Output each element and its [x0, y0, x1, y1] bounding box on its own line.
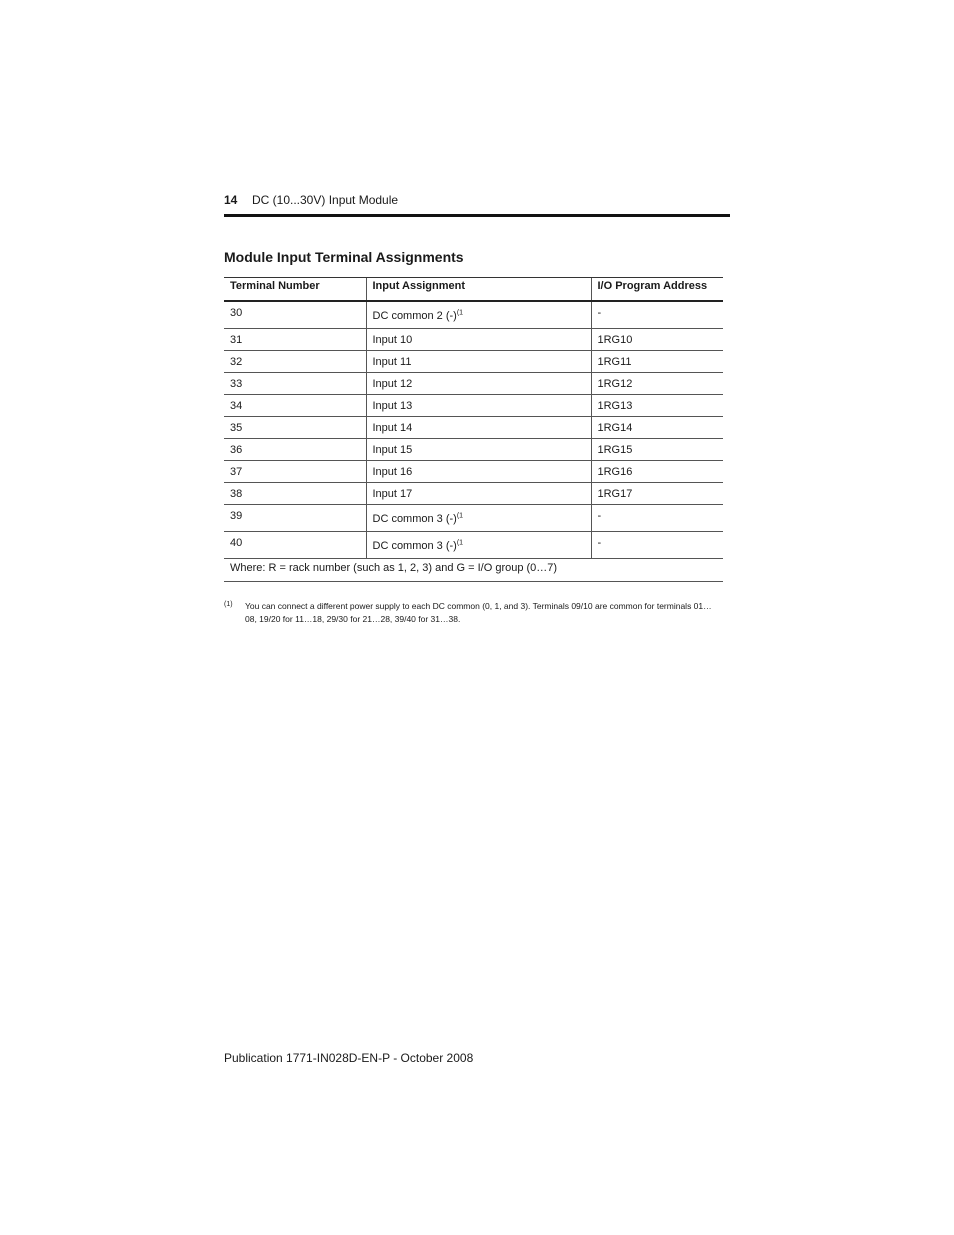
table-row — [224, 394, 723, 416]
table-row — [224, 438, 723, 460]
program-address-cell: 1RG15 — [591, 438, 723, 460]
program-address-cell: - — [591, 531, 723, 558]
input-assignment-text: Input 17 — [372, 487, 413, 500]
footnote-reference: (1 — [456, 511, 464, 519]
terminal-number-cell: 37 — [224, 460, 366, 482]
table-row — [224, 504, 723, 531]
input-assignment-cell — [366, 394, 591, 416]
footnote-reference: (1 — [456, 538, 464, 546]
input-assignment-cell — [366, 301, 591, 328]
section-title: Module Input Terminal Assignments — [224, 249, 464, 265]
running-title: DC (10...30V) Input Module — [252, 193, 399, 207]
table-row — [224, 328, 723, 350]
terminal-number-cell: 35 — [224, 416, 366, 438]
page-number: 14 — [224, 193, 238, 207]
program-address-cell: 1RG16 — [591, 460, 723, 482]
header-rule — [224, 214, 730, 217]
table-row — [224, 372, 723, 394]
table-row — [224, 301, 723, 328]
table-row — [224, 416, 723, 438]
terminal-number-cell: 39 — [224, 504, 366, 531]
terminal-number-cell: 34 — [224, 394, 366, 416]
program-address-cell: 1RG10 — [591, 328, 723, 350]
footnote-reference: (1 — [456, 309, 464, 317]
program-address-cell: 1RG17 — [591, 482, 723, 504]
program-address-cell: - — [591, 301, 723, 328]
publication-footer: Publication 1771-IN028D-EN-P - October 2008 — [224, 1051, 474, 1065]
table-row — [224, 531, 723, 558]
input-assignment-text: Input 16 — [372, 465, 413, 478]
program-address-cell: 1RG14 — [591, 416, 723, 438]
input-assignment-text: DC common 3 (-) — [372, 539, 457, 552]
table-row — [224, 482, 723, 504]
table-note: Where: R = rack number (such as 1, 2, 3) and G = I/O group (0…7) — [224, 558, 723, 581]
program-address-cell: 1RG12 — [591, 372, 723, 394]
input-assignment-text: Input 11 — [372, 355, 412, 368]
input-assignment-cell — [366, 531, 591, 558]
table-row — [224, 350, 723, 372]
column-header: Terminal Number — [224, 278, 366, 302]
footnote-text: You can connect a different power supply to each DC common (0, 1, and 3). Terminals 09/10 are common for terminals 01…08, 19/20 for 11…18, 29/30 for 21…28, 39/40 for 31…38. — [245, 601, 712, 624]
terminal-number-cell: 40 — [224, 531, 366, 558]
input-assignment-text: Input 12 — [372, 377, 413, 390]
program-address-cell: 1RG13 — [591, 394, 723, 416]
input-assignment-text: Input 13 — [372, 399, 413, 412]
program-address-cell: - — [591, 504, 723, 531]
input-assignment-cell — [366, 416, 591, 438]
terminal-number-cell: 30 — [224, 301, 366, 328]
input-assignment-cell — [366, 372, 591, 394]
input-assignment-text: Input 15 — [372, 443, 413, 456]
page-header — [224, 192, 398, 208]
column-header: Input Assignment — [366, 278, 591, 302]
terminal-assignments-table — [224, 277, 723, 582]
input-assignment-text: Input 10 — [372, 333, 413, 346]
input-assignment-cell — [366, 438, 591, 460]
table-note-row — [224, 558, 723, 581]
table-header-row — [224, 278, 723, 302]
terminal-number-cell: 36 — [224, 438, 366, 460]
input-assignment-cell — [366, 460, 591, 482]
input-assignment-text: Input 14 — [372, 421, 413, 434]
terminal-number-cell: 38 — [224, 482, 366, 504]
input-assignment-text: DC common 3 (-) — [372, 512, 457, 525]
terminal-number-cell: 31 — [224, 328, 366, 350]
terminal-number-cell: 33 — [224, 372, 366, 394]
footnote-marker: (1) — [224, 601, 233, 608]
input-assignment-text: DC common 2 (-) — [372, 310, 457, 322]
terminal-number-cell: 32 — [224, 350, 366, 372]
program-address-cell: 1RG11 — [591, 350, 723, 372]
input-assignment-cell — [366, 328, 591, 350]
column-header: I/O Program Address — [591, 278, 723, 302]
input-assignment-cell — [366, 504, 591, 531]
input-assignment-cell — [366, 482, 591, 504]
input-assignment-cell — [366, 350, 591, 372]
table-row — [224, 460, 723, 482]
